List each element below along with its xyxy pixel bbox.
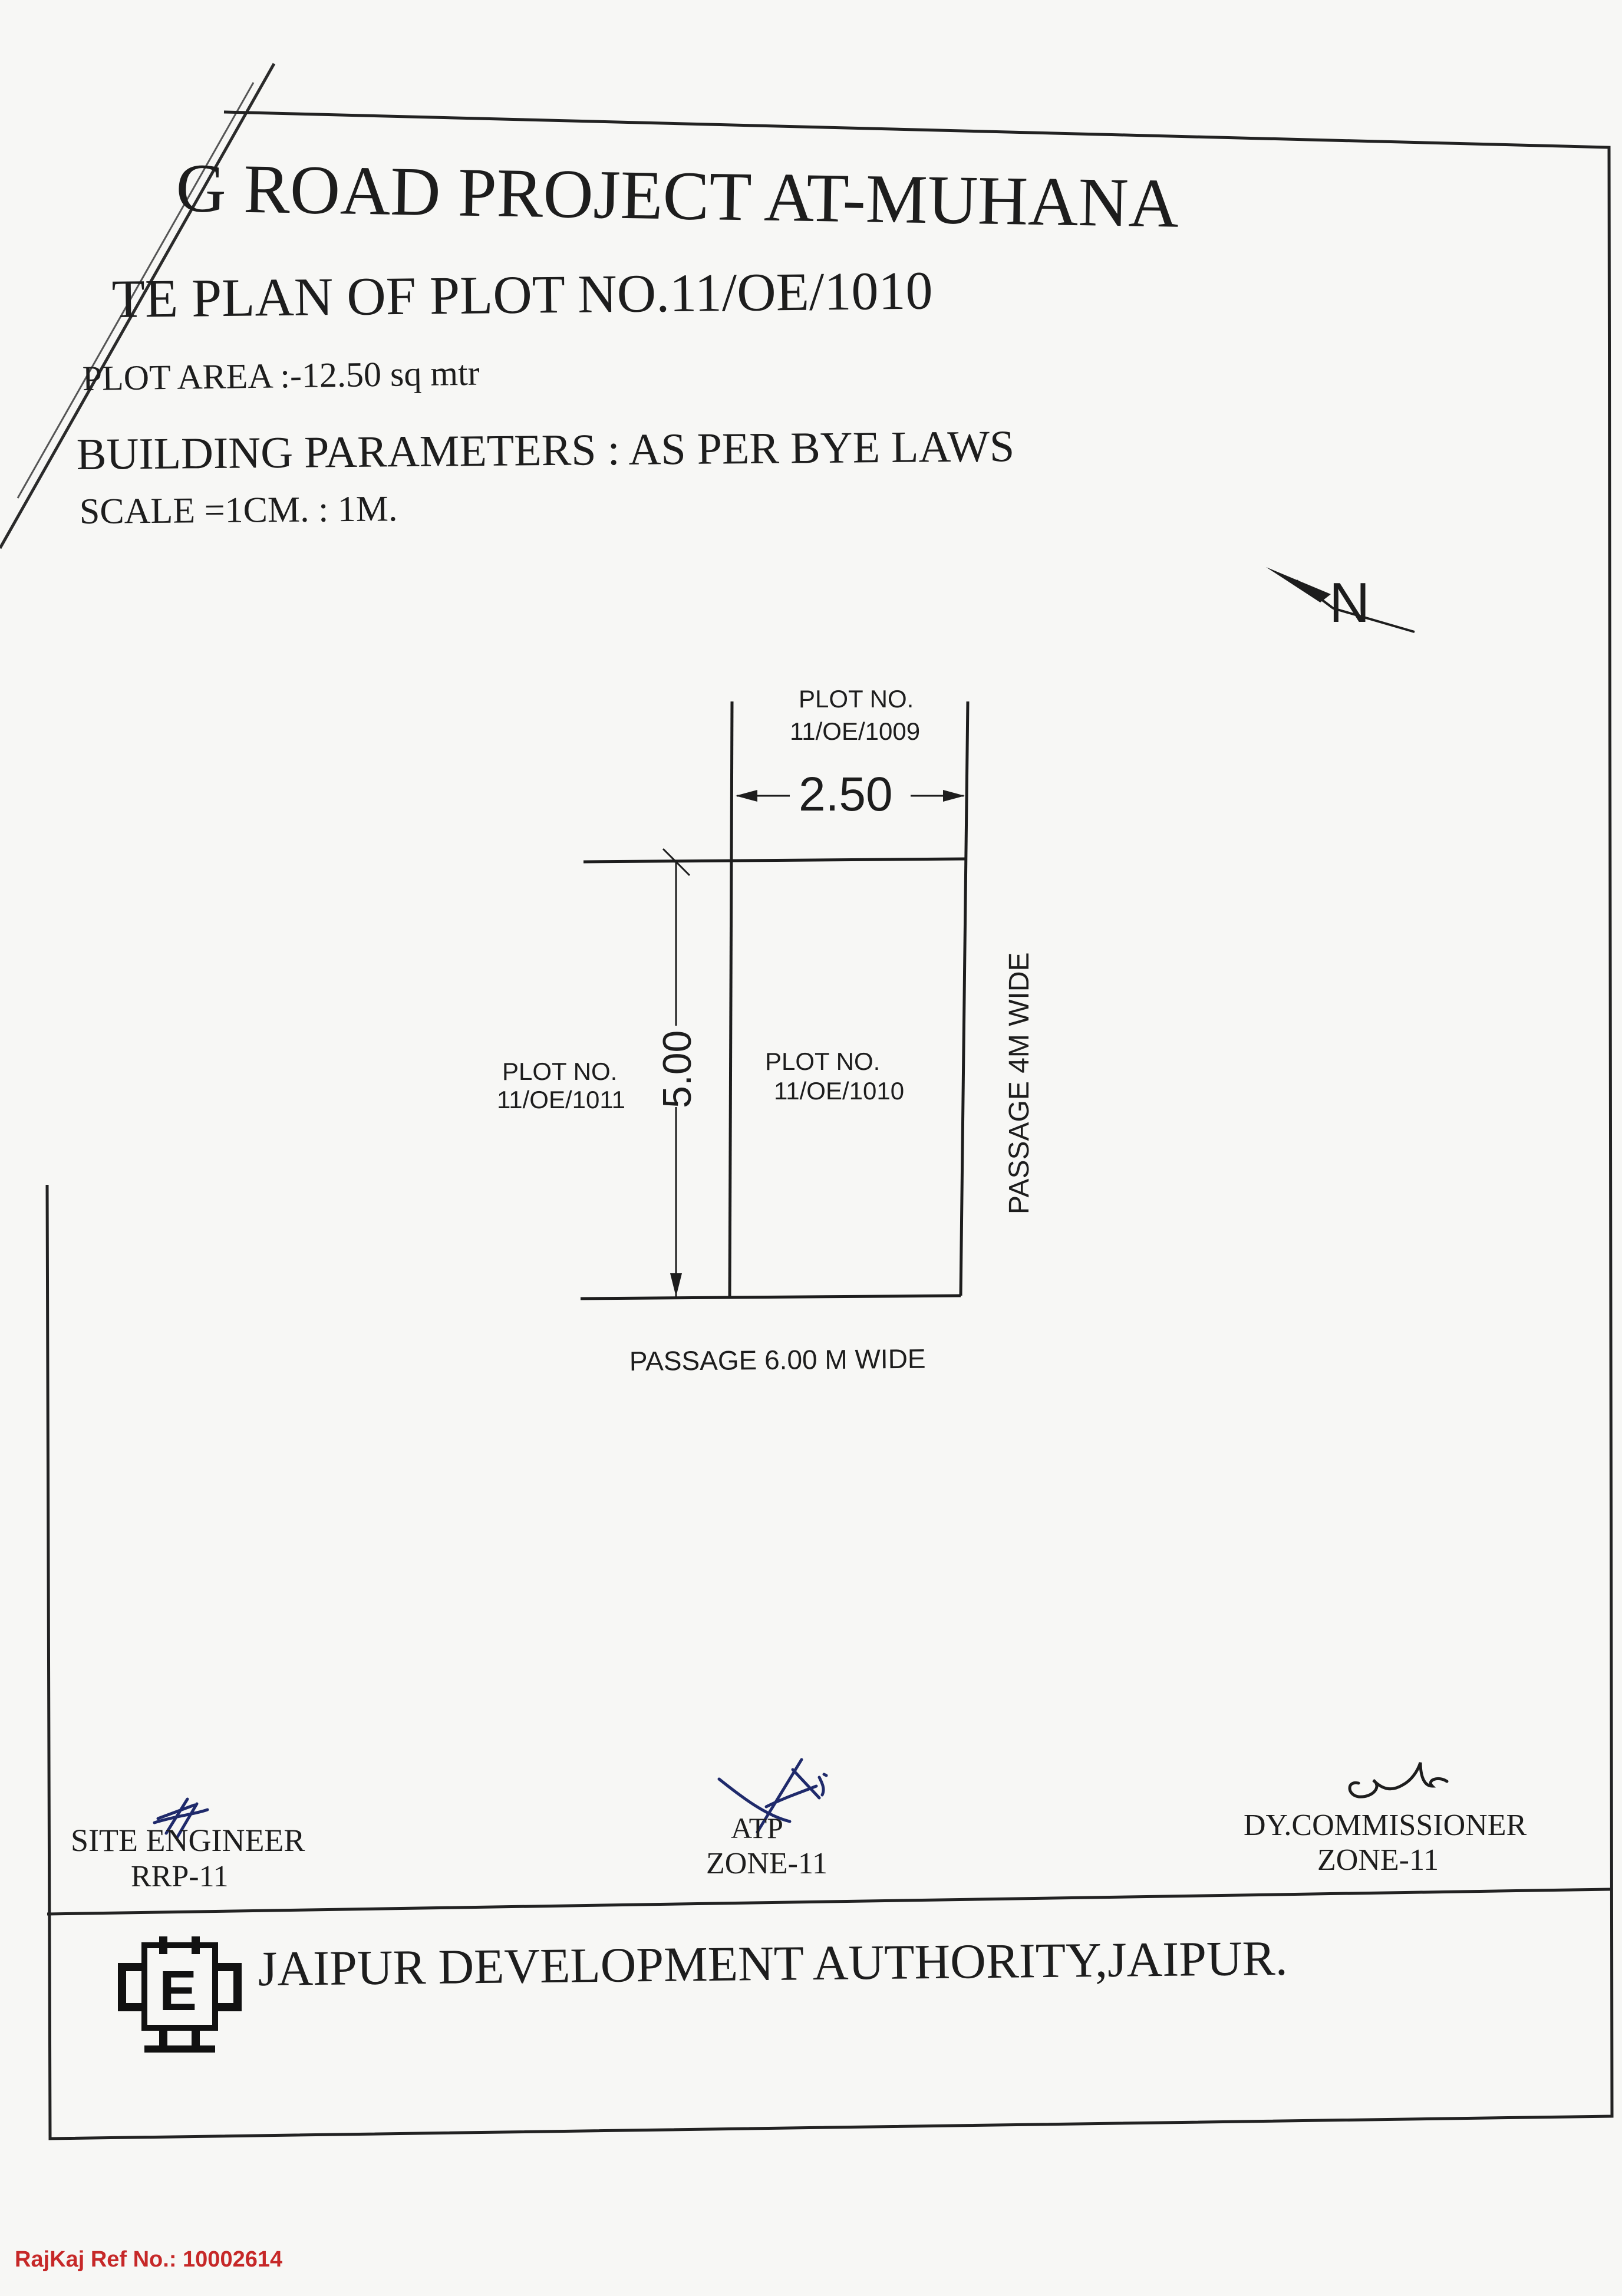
plot-west-label: PLOT NO. [502, 1058, 618, 1085]
atp-title: ATP [731, 1811, 783, 1844]
north-label: N [1329, 571, 1370, 634]
arrowhead-right [943, 790, 965, 802]
north-arrow-icon [1266, 567, 1415, 634]
plot-north-label: PLOT NO. [799, 685, 914, 713]
jda-logo-icon [118, 1936, 242, 2053]
plot-boundary-south [581, 1296, 961, 1299]
arrowhead-left [736, 790, 757, 802]
plot-west-number: 11/OE/1011 [497, 1086, 625, 1114]
plot-area-text: PLOT AREA :-12.50 sq mtr [82, 353, 480, 398]
plot-plan-drawing [581, 701, 968, 1299]
site-engineer-title: SITE ENGINEER [71, 1823, 305, 1858]
length-dimension-value: 5.00 [655, 1030, 700, 1108]
plot-boundary-north [583, 859, 965, 862]
width-dimension-value: 2.50 [799, 767, 893, 821]
rajkaj-reference: RajKaj Ref No.: 10002614 [15, 2247, 283, 2272]
passage-south-label: PASSAGE 6.00 M WIDE [629, 1343, 926, 1376]
passage-east-label: PASSAGE 4M WIDE [1004, 952, 1035, 1214]
project-title: G ROAD PROJECT AT-MUHANA [175, 149, 1179, 242]
title-block-divider [47, 1889, 1611, 1914]
dimension-arrowheads [670, 790, 965, 1297]
atp-unit: ZONE-11 [706, 1847, 828, 1880]
scale-text: SCALE =1CM. : 1M. [79, 489, 398, 532]
jda-logo-letter: E [159, 1959, 197, 2022]
site-engineer-unit: RRP-11 [131, 1860, 229, 1893]
plot-center-label: PLOT NO. [765, 1047, 881, 1075]
dy-commissioner-unit: ZONE-11 [1317, 1843, 1439, 1877]
site-plan-title: TE PLAN OF PLOT NO.11/OE/1010 [111, 260, 933, 329]
authority-name: JAIPUR DEVELOPMENT AUTHORITY,JAIPUR. [258, 1931, 1288, 1997]
plot-boundary-east [961, 701, 968, 1296]
plot-center-number: 11/OE/1010 [774, 1077, 905, 1105]
plot-north-number: 11/OE/1009 [790, 717, 921, 745]
dy-commissioner-title: DY.COMMISSIONER [1244, 1809, 1527, 1842]
dy-commissioner-signature [1350, 1763, 1447, 1797]
building-parameters-text: BUILDING PARAMETERS : AS PER BYE LAWS [76, 421, 1015, 479]
arrowhead-bottom [670, 1273, 682, 1297]
plot-boundary-west [730, 701, 732, 1298]
